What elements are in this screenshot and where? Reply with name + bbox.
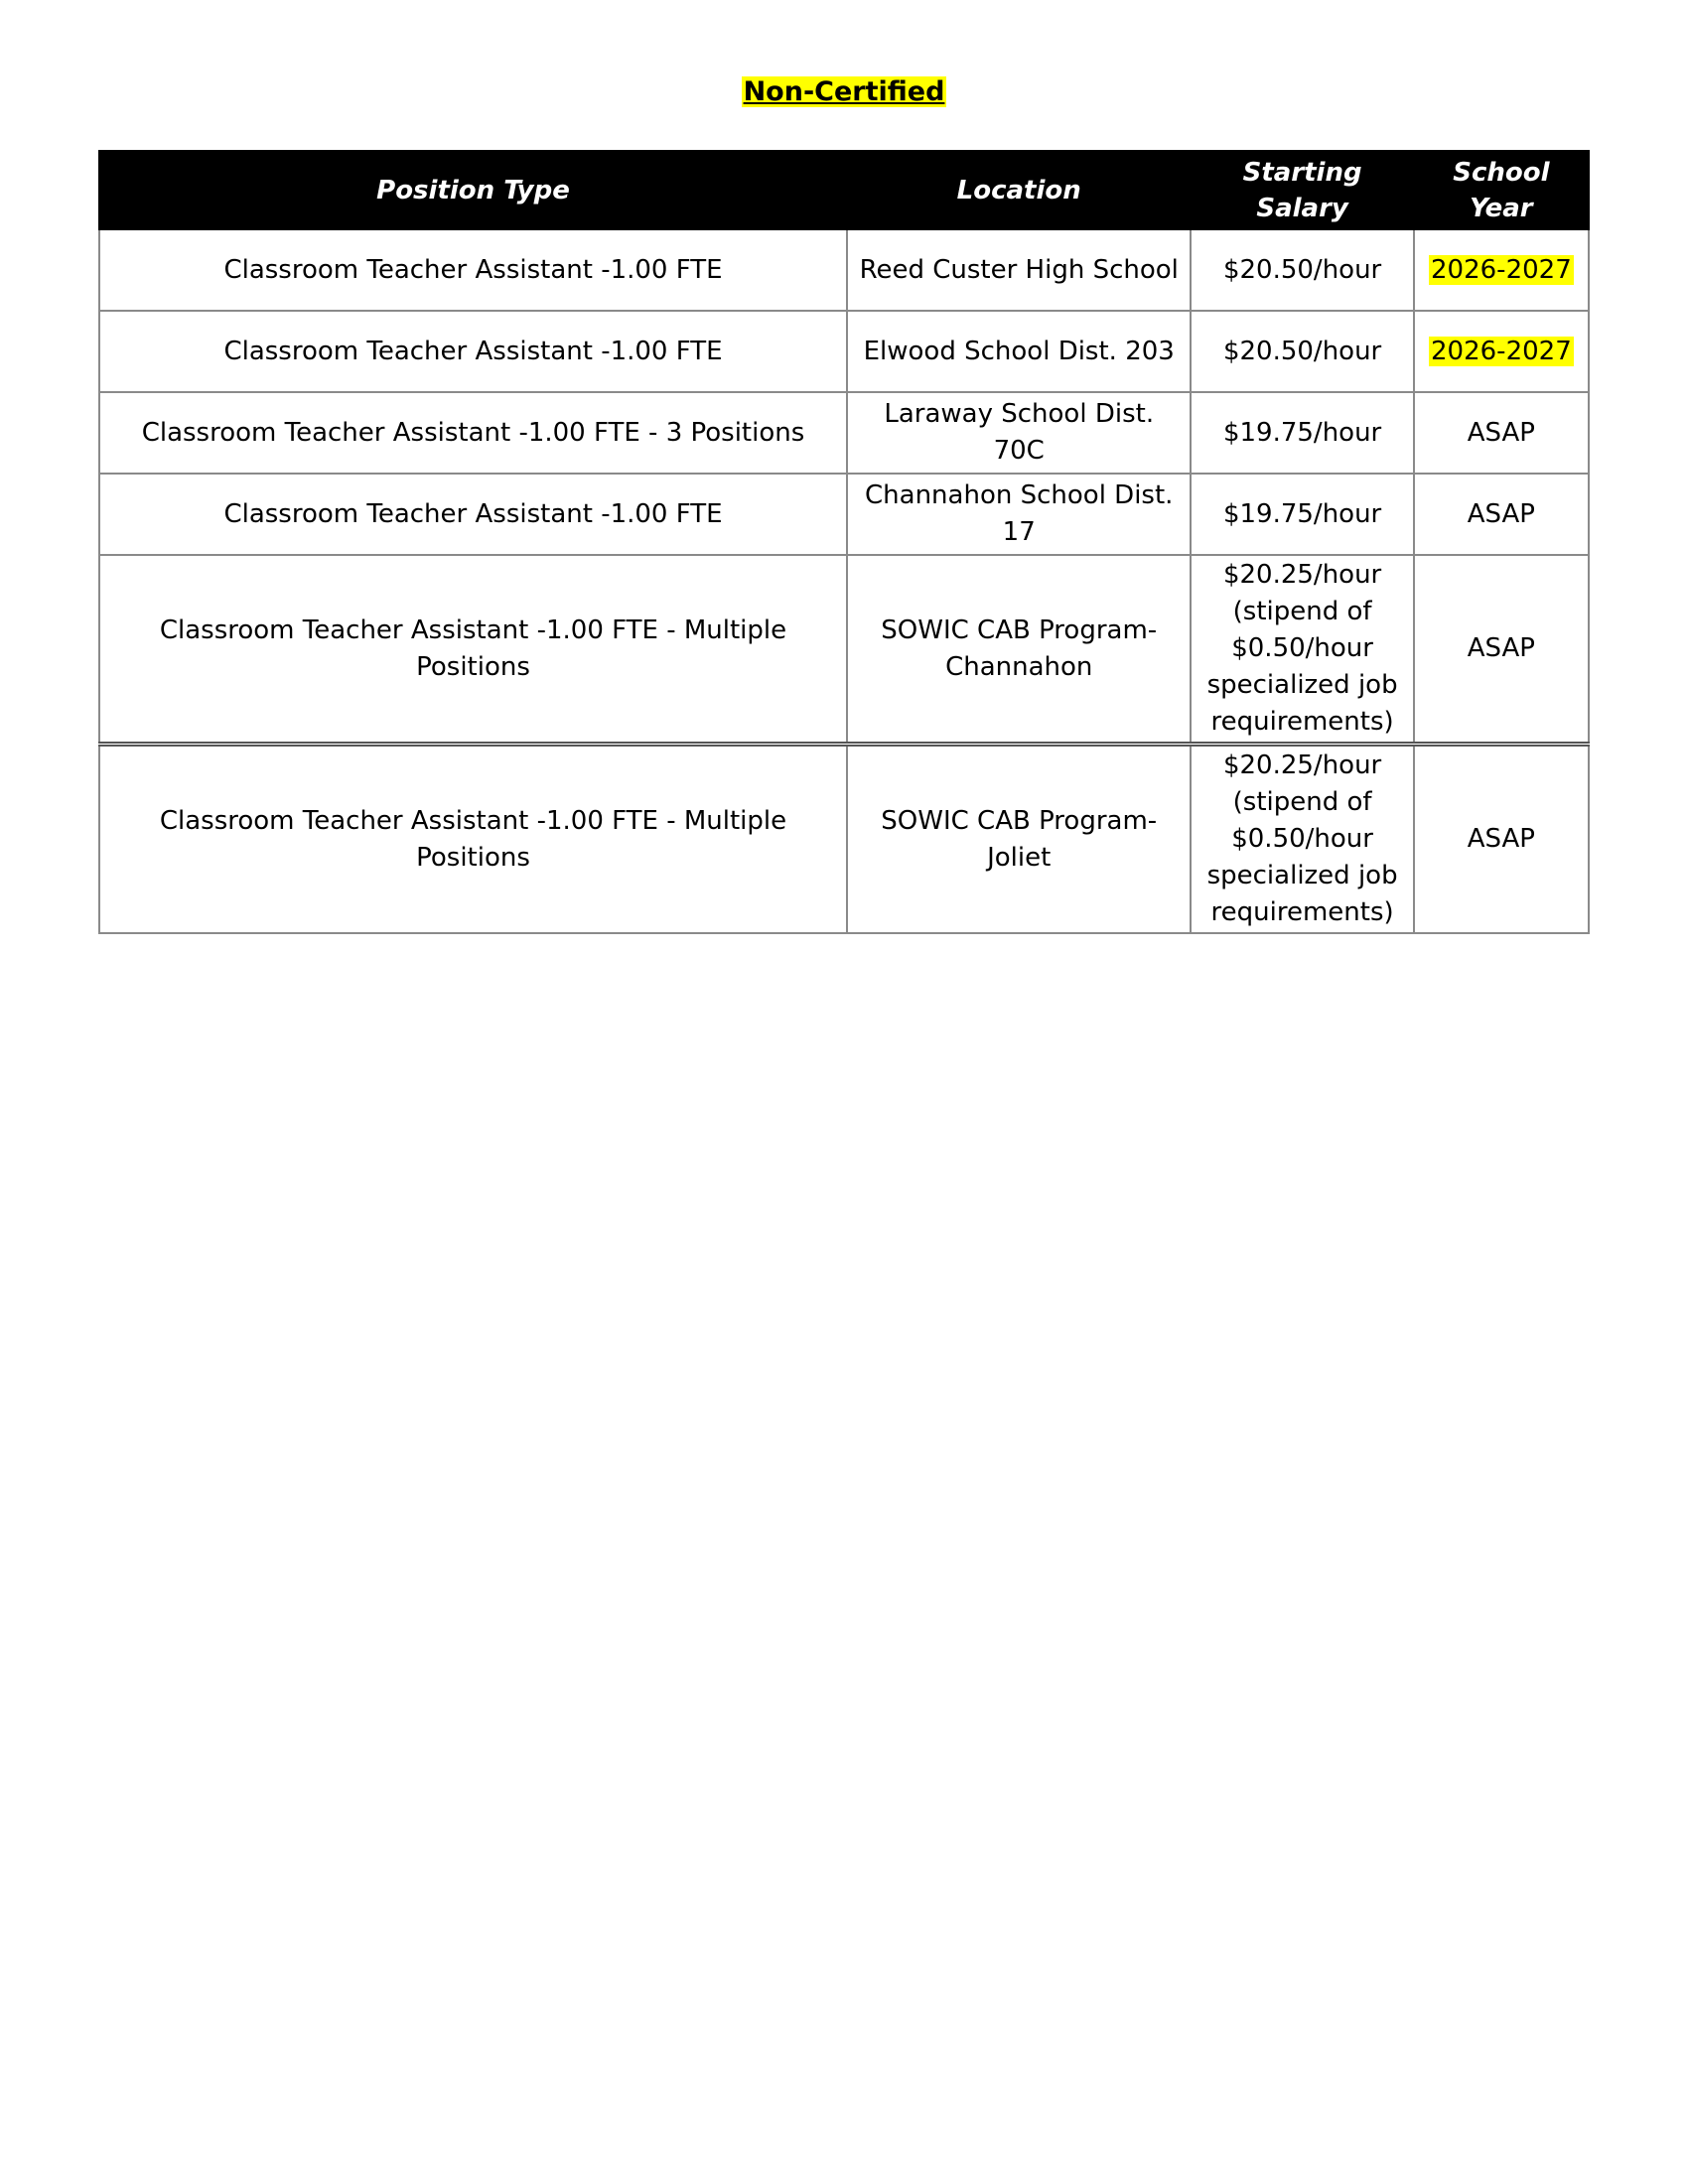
table-row [99, 555, 1589, 745]
header-school-year: School Year [1414, 151, 1589, 229]
cell-position-type: Classroom Teacher Assistant -1.00 FTE - Multiple Positions [99, 555, 847, 745]
header-location: Location [847, 151, 1191, 229]
cell-location: SOWIC CAB Program- Channahon [847, 555, 1191, 745]
cell-location: Elwood School Dist. 203 [847, 311, 1191, 392]
table-header-row [99, 151, 1589, 229]
table-row [99, 311, 1589, 392]
cell-starting-salary: $20.50/hour [1191, 229, 1413, 311]
school-year-highlight: 2026-2027 [1431, 336, 1572, 366]
table-row [99, 474, 1589, 555]
page-title-text: Non-Certified [743, 76, 945, 107]
header-position-type: Position Type [99, 151, 847, 229]
cell-starting-salary: $19.75/hour [1191, 392, 1413, 474]
cell-school-year [1414, 311, 1589, 392]
cell-school-year: ASAP [1414, 392, 1589, 474]
table-row [99, 229, 1589, 311]
cell-location: Reed Custer High School [847, 229, 1191, 311]
cell-school-year: ASAP [1414, 745, 1589, 934]
cell-position-type: Classroom Teacher Assistant -1.00 FTE [99, 311, 847, 392]
cell-school-year: ASAP [1414, 474, 1589, 555]
cell-school-year: ASAP [1414, 555, 1589, 745]
cell-position-type: Classroom Teacher Assistant -1.00 FTE - 3 Positions [99, 392, 847, 474]
cell-school-year [1414, 229, 1589, 311]
cell-starting-salary: $19.75/hour [1191, 474, 1413, 555]
positions-table [98, 150, 1590, 934]
cell-position-type: Classroom Teacher Assistant -1.00 FTE - Multiple Positions [99, 745, 847, 934]
school-year-highlight: 2026-2027 [1431, 254, 1572, 285]
cell-location: Channahon School Dist. 17 [847, 474, 1191, 555]
cell-position-type: Classroom Teacher Assistant -1.00 FTE [99, 474, 847, 555]
cell-position-type: Classroom Teacher Assistant -1.00 FTE [99, 229, 847, 311]
header-starting-salary: Starting Salary [1191, 151, 1413, 229]
cell-starting-salary: $20.50/hour [1191, 311, 1413, 392]
page-title [0, 75, 1688, 109]
cell-starting-salary: $20.25/hour (stipend of $0.50/hour specialized job requirements) [1191, 555, 1413, 745]
cell-starting-salary: $20.25/hour (stipend of $0.50/hour specialized job requirements) [1191, 745, 1413, 934]
table-row [99, 392, 1589, 474]
cell-location: SOWIC CAB Program- Joliet [847, 745, 1191, 934]
table-row [99, 745, 1589, 934]
cell-location: Laraway School Dist. 70C [847, 392, 1191, 474]
